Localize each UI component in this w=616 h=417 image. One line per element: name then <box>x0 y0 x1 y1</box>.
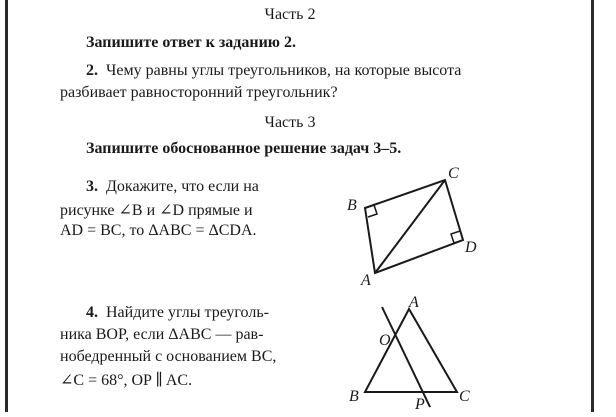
task4-number: 4. <box>86 304 98 321</box>
label-A: A <box>361 272 371 289</box>
task3-number: 3. <box>86 178 98 195</box>
part3-instruction: Запишите обоснованное решение задач 3–5. <box>86 140 402 157</box>
label-D: D <box>465 239 477 256</box>
page-border-right <box>591 0 594 412</box>
task4-line4: ∠C = 68°, OP ∥ AC. <box>60 372 193 389</box>
task2-line1 <box>86 62 461 80</box>
task3-diagram <box>330 160 490 295</box>
task4-text-1: Найдите углы треуголь- <box>106 304 269 321</box>
task2-number: 2. <box>86 62 98 79</box>
part2-title: Часть 2 <box>264 6 316 23</box>
task4-diagram <box>335 285 485 417</box>
task3-line2: рисунке ∠B и ∠D прямые и <box>60 202 253 219</box>
label-C: C <box>448 165 459 182</box>
task4-line1 <box>86 304 269 322</box>
task2-line2: разбивает равносторонний треугольник? <box>60 84 338 101</box>
task4-line2: ника BOP, если ΔABC — рав- <box>60 326 264 343</box>
page-border-left <box>5 0 8 412</box>
label-C2: C <box>459 388 470 405</box>
label-B2: B <box>349 388 359 405</box>
task2-text-1: Чему равны углы треугольников, на которые высота <box>106 62 462 79</box>
label-O: O <box>379 332 391 349</box>
task3-line1 <box>86 178 259 196</box>
part2-instruction: Запишите ответ к заданию 2. <box>86 34 297 51</box>
task3-text-1: Докажите, что если на <box>106 178 259 195</box>
task3-line3: AD = BC, то ΔABC = ΔCDA. <box>60 222 257 239</box>
label-P: P <box>415 396 425 412</box>
task4-line3: нобедренный с основанием BC, <box>60 348 277 365</box>
label-A2: A <box>409 294 419 311</box>
label-B: B <box>347 197 357 214</box>
part3-title: Часть 3 <box>264 114 316 131</box>
